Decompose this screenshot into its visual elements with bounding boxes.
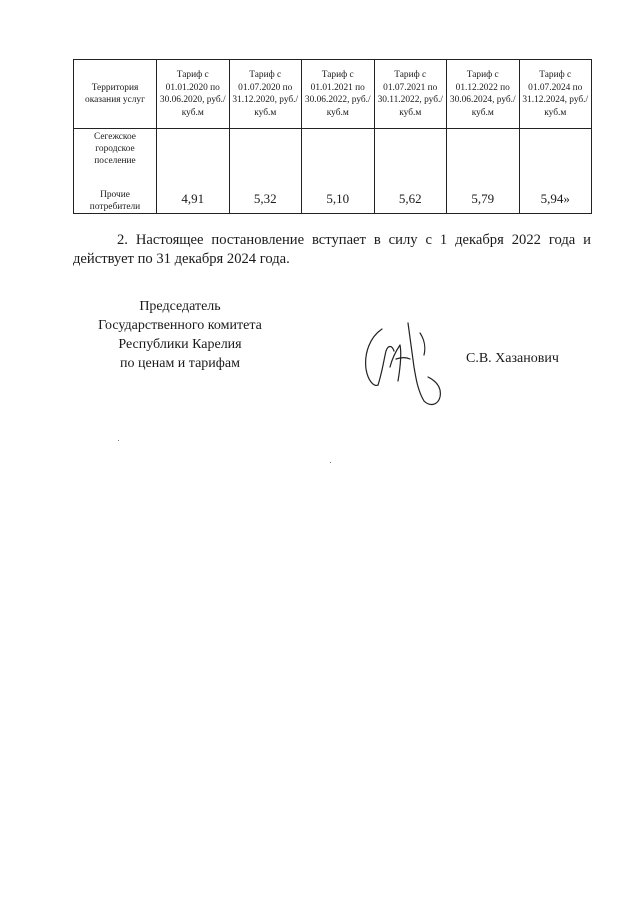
header-territory: Территория оказания услуг xyxy=(74,60,157,129)
tariff-table xyxy=(73,59,592,214)
header-tariff-2: Тариф с 01.07.2020 по 31.12.2020, руб./куб.м xyxy=(229,60,302,129)
tariff-value-4: 5,62 xyxy=(374,129,447,214)
tariff-value-5: 5,79 xyxy=(447,129,520,214)
territory-cell xyxy=(74,129,157,214)
signer-title-line: Государственного комитета xyxy=(98,318,262,333)
signer-title-line: Республики Карелия xyxy=(118,337,242,352)
table-header-row xyxy=(74,60,592,129)
signer-title-line: по ценам и тарифам xyxy=(120,356,240,371)
handwritten-signature xyxy=(356,315,456,411)
header-tariff-6: Тариф с 01.07.2024 по 31.12.2024, руб./куб.м xyxy=(519,60,592,129)
header-tariff-5: Тариф с 01.12.2022 по 30.06.2024, руб./куб.м xyxy=(447,60,520,129)
header-tariff-1: Тариф с 01.01.2020 по 30.06.2020, руб./куб.м xyxy=(157,60,230,129)
signer-title-line: Председатель xyxy=(139,299,221,314)
tariff-value-6: 5,94» xyxy=(519,129,592,214)
effective-date-paragraph: 2. Настоящее постановление вступает в силу с 1 декабря 2022 года и действует по 31 декабря 2024 года. xyxy=(73,231,591,267)
scan-speck xyxy=(330,462,331,463)
signer-title xyxy=(88,297,272,373)
header-tariff-3: Тариф с 01.01.2021 по 30.06.2022, руб./куб.м xyxy=(302,60,375,129)
tariff-value-3: 5,10 xyxy=(302,129,375,214)
territory-name: Сегежское городское поселение xyxy=(94,132,136,166)
tariff-value-2: 5,32 xyxy=(229,129,302,214)
table-row xyxy=(74,129,592,214)
header-tariff-4: Тариф с 01.07.2021 по 30.11.2022, руб./куб.м xyxy=(374,60,447,129)
tariff-value-1: 4,91 xyxy=(157,129,230,214)
scan-speck xyxy=(118,440,119,441)
consumer-category: Прочие потребители xyxy=(89,190,141,212)
signer-name: С.В. Хазанович xyxy=(466,351,559,366)
